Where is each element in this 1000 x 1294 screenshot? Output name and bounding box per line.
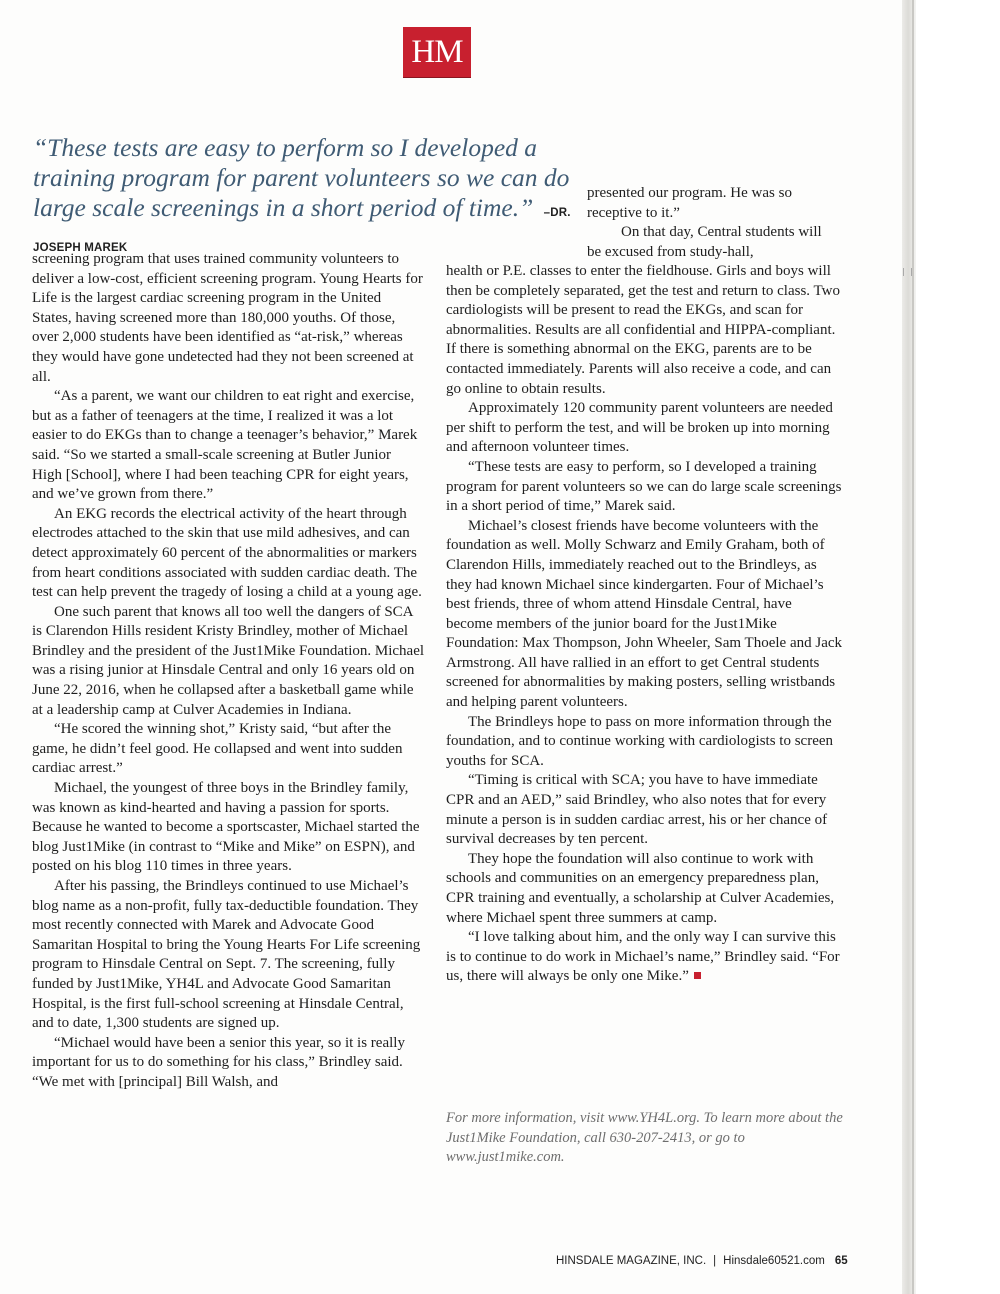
pull-quote-text: “These tests are easy to perform so I developed a training program for parent volunteers so we can do large scale screenings in a short period of time.” <box>33 133 570 222</box>
paragraph: An EKG records the electrical activity of the heart through electrodes attached to the skin that use mild adhesives, and can detect approximately 60 percent of the abnormalities or markers from heart conditions associated with sudden cardiac death. The test can help prevent the tragedy of losing a child at a young age. <box>32 505 422 601</box>
paragraph: After his passing, the Brindleys continued to use Michael’s blog name as a non-profit, fully tax-deductible foundation. They most recently connected with Marek and Advocate Good Samaritan Hospital to bring the Young Hearts For Life screening program to Hinsdale Central on Sept. 7. The screening, fully funded by Just1Mike, YH4L and Advocate Good Samaritan Hospital, is the first full-school screening at Hinsdale Central, and to date, 1,300 students are signed up. <box>32 878 421 1032</box>
paragraph: Michael’s closest friends have become volunteers with the foundation as well. Molly Schwarz and Emily Graham, both of Clarendon Hills, immediately reached out to the Brindleys, as they had known Michael since kindergarten. Four of Michael’s best friends, three of whom attend Hinsdale Central, have become members of the junior board for the Just1Mike Foundation: Max Thompson, John Wheeler, Sam Thoele and Jack Armstrong. All have rallied in an effort to get Central students screened for abnormalities by making posters, selling wristbands and helping parent volunteers. <box>446 517 843 711</box>
footer-publisher: HINSDALE MAGAZINE, INC. <box>556 1255 707 1267</box>
paragraph: On that day, Central students will be excused from study-hall, <box>587 224 822 260</box>
info-note: For more information, visit www.YH4L.org. To learn more about the Just1Mike Foundation, call 630-207-2413, or go to www.just1mike.com. <box>446 1110 843 1166</box>
paragraph: Approximately 120 community parent volunteers are needed per shift to perform the test, and will be broken up into morning and afternoon volunteer times. <box>446 400 833 456</box>
right-column <box>446 262 842 987</box>
paragraph: The Brindleys hope to pass on more information through the foundation, and to continue working with cardiologists to screen youths for SCA. <box>446 713 834 769</box>
paragraph: screening program that uses trained community volunteers to deliver a low-cost, efficient screening program. Young Hearts for Life is the largest cardiac screening program in the United States, having screened more than 180,000 youths. Of those, over 2,000 students have been identified as “at-risk,” whereas they would have gone undetected had they not been screened at all. <box>32 251 423 385</box>
closing-text: “I love talking about him, and the only way I can survive this is to continue to do work in Michael’s name,” Brindley said. “For us, there will always be only one Mike.” <box>446 929 840 985</box>
page-edge <box>912 0 914 1294</box>
paragraph: “He scored the winning shot,” Kristy said, “but after the game, he didn’t feel good. He collapsed and went into sudden cardiac arrest.” <box>32 721 403 777</box>
closing-paragraph <box>446 928 842 987</box>
pull-quote <box>33 133 593 263</box>
footer-separator: | <box>713 1255 717 1267</box>
paragraph: “Michael would have been a senior this year, so it is really important for us to do something for his class,” Brindley said. “We met with [principal] Bill Walsh, and <box>32 1034 405 1090</box>
paragraph: Michael, the youngest of three boys in the Brindley family, was known as kind-hearted and having a passion for sports. Because he wanted to become a sportscaster, Michael started the blog Just1Mike (in contrast to “Mike and Mike” on ESPN), and posted on his blog 110 times in three years. <box>32 780 420 875</box>
hm-logo: HM <box>403 27 471 78</box>
right-column-top <box>587 184 832 262</box>
binding-mark <box>903 268 912 276</box>
paragraph: “These tests are easy to perform, so I developed a training program for parent volunteers so we can do large scale screenings in a short period of time,” Marek said. <box>446 458 842 515</box>
page-footer <box>556 1255 878 1267</box>
page-number: 65 <box>834 1255 848 1267</box>
left-column <box>32 250 424 1093</box>
paragraph: “As a parent, we want our children to eat right and exercise, but as a father of teenagers at the time, I realized it was a lot easier to do EKGs than to change a teenager’s behavior,” Marek said. “So we started a small-scale screening at Butler Junior High [School], where I had been teaching CPR for eight years, and we’ve grown from there.” <box>32 388 418 503</box>
paragraph: One such parent that knows all too well the dangers of SCA is Clarendon Hills resident Kristy Brindley, mother of Michael Brindley and the president of the Just1Mike Foundation. Michael was a rising junior at Hinsdale Central and only 16 years old on June 22, 2016, when he collapsed after a basketball game while at a leadership camp at Culver Academies in Indiana. <box>32 603 425 718</box>
footer-website: Hinsdale60521.com <box>723 1255 825 1267</box>
paragraph: “Timing is critical with SCA; you have to have immediate CPR and an AED,” said Brindley, who also notes that for every minute a person is in sudden cardiac arrest, his or her chance of survival decreases by ten percent. <box>446 772 828 848</box>
pull-quote-attribution: –DR. JOSEPH MAREK <box>33 207 571 254</box>
paragraph: health or P.E. classes to enter the fieldhouse. Girls and boys will then be completely separated, get the test and return to class. Two cardiologists will be present to read the EKGs, and scan for abnormalities. Results are all confidential and HIPPA-compliant. If there is something abnormal on the EKG, parents are to be contacted immediately. Parents will also receive a code, and can go online to obtain results. <box>446 263 840 397</box>
paragraph: They hope the foundation will also continue to work with schools and communities on an emergency preparedness plan, CPR training and eventually, a scholarship at Culver Academies, where Michael spent three summers at camp. <box>446 850 835 926</box>
end-mark-icon <box>694 972 701 979</box>
paragraph: presented our program. He was so receptive to it.” <box>587 185 792 221</box>
